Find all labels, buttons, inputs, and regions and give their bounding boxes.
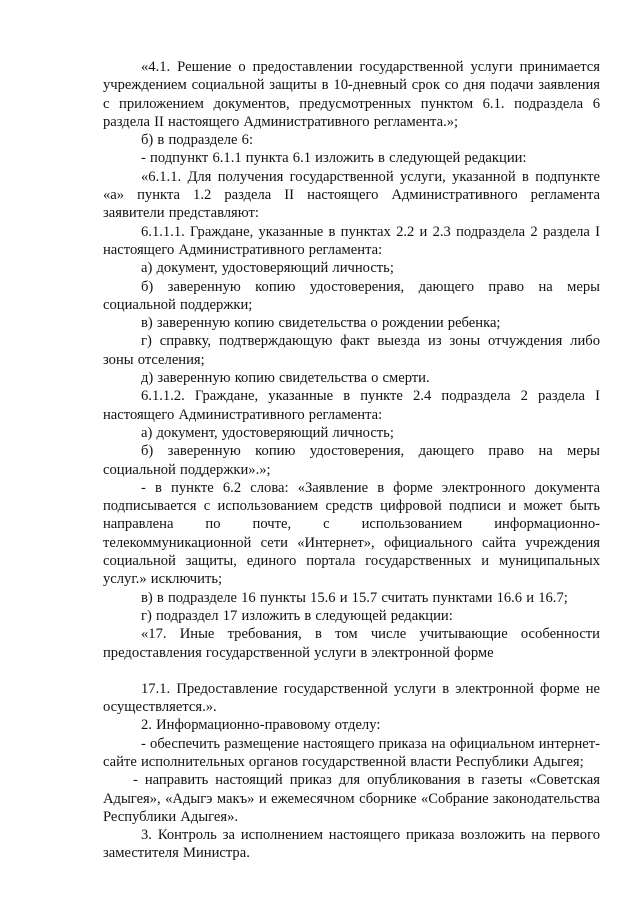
paragraph-6-1-1-2: 6.1.1.2. Граждане, указанные в пункте 2.4 подраздела 2 раздела I настоящего Административного регламента: xyxy=(103,388,600,423)
paragraph-ensure-publication: - обеспечить размещение настоящего приказа на официальном интернет-сайте исполнительных органов государственной власти Республики Адыгея; xyxy=(103,735,600,770)
paragraph-item-3: 3. Контроль за исполнением настоящего приказа возложить на первого заместителя Министра. xyxy=(103,827,600,862)
paragraph-v-subsection-16: в) в подразделе 16 пункты 15.6 и 15.7 считать пунктами 16.6 и 16.7; xyxy=(141,589,568,606)
paragraph-subpoint-6-1-1: - подпункт 6.1.1 пункта 6.1 изложить в следующей редакции: xyxy=(141,150,527,167)
list-item-g-1: г) справку, подтверждающую факт выезда из зоны отчуждения либо зоны отселения; xyxy=(103,333,600,368)
paragraph-17-heading: «17. Иные требования, в том числе учитывающие особенности предоставления государственной услуги в электронной форме xyxy=(103,626,600,661)
paragraph-4-1: «4.1. Решение о предоставлении государственной услуги принимается учреждением социальной защиты в 10-дневный срок со дня подачи заявления с приложением документов, предусмотренных пунктом 6.1. подраздела 6 раздела II настоящего Административного регламента.»; xyxy=(103,59,600,130)
paragraph-17-1: 17.1. Предоставление государственной услуги в электронной форме не осуществляется.». xyxy=(103,680,600,716)
paragraph-send-order: - направить настоящий приказ для опубликования в газеты «Советская Адыгея», «Адыгэ макъ» и ежемесячном сборнике «Собрание законодательства Республики Адыгея». xyxy=(103,772,600,825)
paragraph-item-2: 2. Информационно-правовому отделу: xyxy=(141,717,381,734)
paragraph-point-6-2: - в пункте 6.2 слова: «Заявление в форме электронного документа подписывается с использованием средств цифровой подписи и может быть направлена по почте, с использованием информационно-телекоммуникационной сети «Интернет», официального сайта учреждения социальной защиты, единого портала государственных и муниципальных услуг.» исключить; xyxy=(103,479,600,588)
paragraph-6-1-1: «6.1.1. Для получения государственной услуги, указанной в подпункте «а» пункта 1.2 раздела II настоящего Административного регламента заявители представляют: xyxy=(103,168,600,222)
paragraph-6-1-1-1: 6.1.1.1. Граждане, указанные в пунктах 2.2 и 2.3 подраздела 2 раздела I настоящего Административного регламента: xyxy=(103,223,600,258)
paragraph-g-subsection-17: г) подраздел 17 изложить в следующей редакции: xyxy=(141,607,453,624)
list-item-b-2: б) заверенную копию удостоверения, дающего право на меры социальной поддержки».»; xyxy=(103,443,600,478)
list-item-v-1: в) заверенную копию свидетельства о рождении ребенка; xyxy=(141,315,501,332)
list-item-d-1: д) заверенную копию свидетельства о смерти. xyxy=(141,370,430,387)
list-item-a-1: а) документ, удостоверяющий личность; xyxy=(141,260,394,277)
list-item-b-1: б) заверенную копию удостоверения, дающего право на меры социальной поддержки; xyxy=(103,278,600,313)
document-page xyxy=(103,58,600,863)
paragraph-b-subsection-6: б) в подразделе 6: xyxy=(141,132,254,149)
blank-line xyxy=(103,662,600,680)
list-item-a-2: а) документ, удостоверяющий личность; xyxy=(141,424,394,441)
